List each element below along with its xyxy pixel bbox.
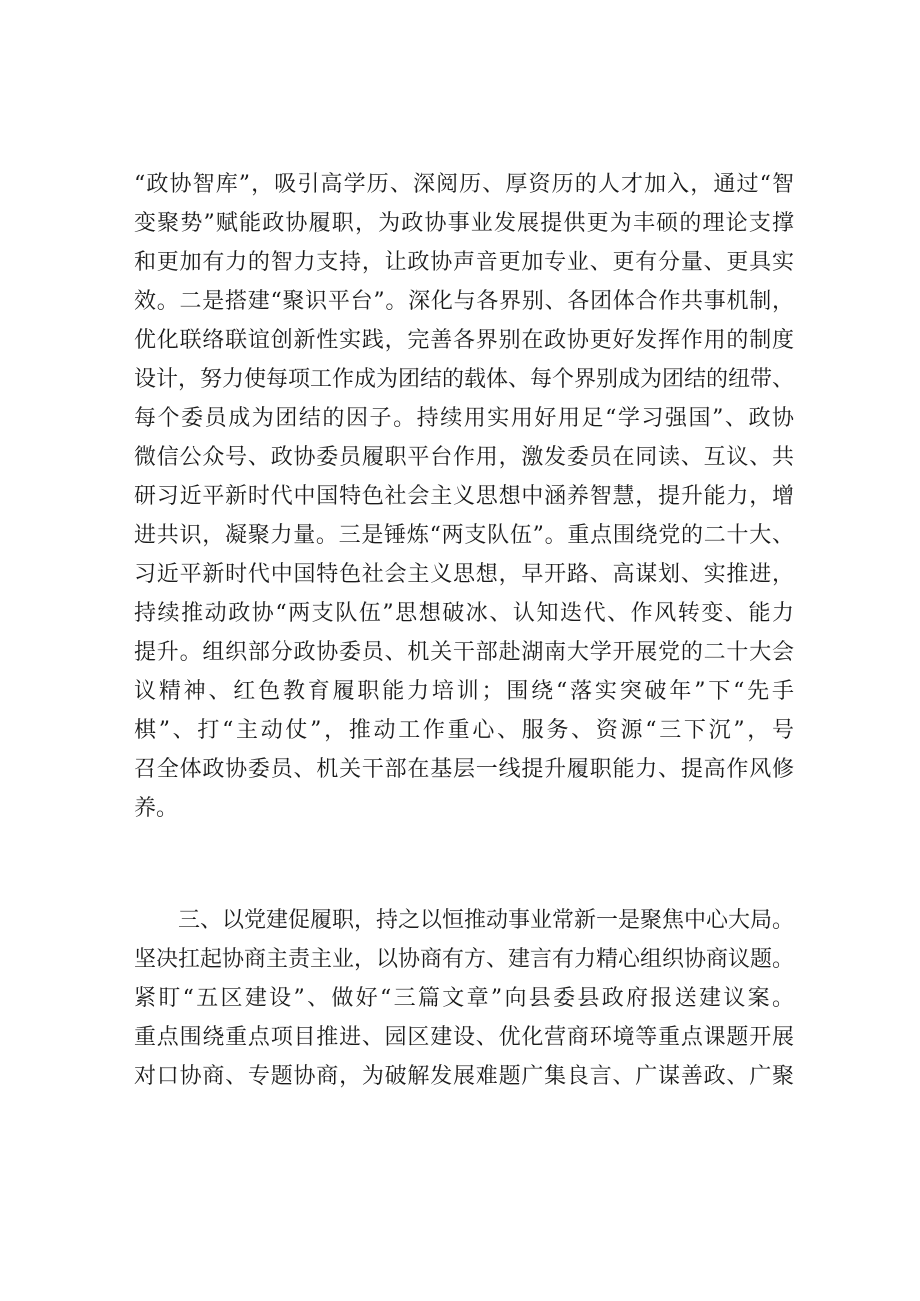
text-line: 三、以党建促履职，持之以恒推动事业常新一是聚焦中心大局。 [134, 908, 795, 933]
text-line: 持续推动政协“两支队伍”思想破冰、认知迭代、作风转变、能力 [134, 601, 794, 626]
text-line: 对口协商、专题协商，为破解发展难题广集良言、广谋善政、广聚 [134, 1064, 794, 1089]
text-line: 棋”、打“主动仗”，推动工作重心、服务、资源“三下沉”，号 [134, 718, 794, 743]
text-line: 进共识，凝聚力量。三是锤炼“两支队伍”。重点围绕党的二十大、 [134, 523, 794, 548]
paragraph-1 [134, 165, 794, 828]
text-line: 养。 [134, 796, 179, 821]
text-line: 重点围绕重点项目推进、园区建设、优化营商环境等重点课题开展 [134, 1025, 794, 1050]
text-line: 优化联络联谊创新性实践，完善各界别在政协更好发挥作用的制度 [134, 328, 794, 353]
paragraph-2 [134, 901, 794, 1096]
text-line: 坚决扛起协商主责主业，以协商有方、建言有力精心组织协商议题。 [134, 947, 795, 972]
text-line: 效。二是搭建“聚识平台”。深化与各界别、各团体合作共事机制， [134, 289, 794, 314]
text-line: “政协智库”，吸引高学历、深阅历、厚资历的人才加入，通过“智 [134, 172, 794, 197]
text-line: 每个委员成为团结的因子。持续用实用好用足“学习强国”、政协 [134, 406, 794, 431]
text-line: 提升。组织部分政协委员、机关干部赴湖南大学开展党的二十大会 [134, 640, 794, 665]
text-line: 紧盯“五区建设”、做好“三篇文章”向县委县政府报送建议案。 [134, 986, 794, 1011]
text-line: 习近平新时代中国特色社会主义思想，早开路、高谋划、实推进， [134, 562, 794, 587]
text-line: 议精神、红色教育履职能力培训；围绕“落实突破年”下“先手 [134, 679, 794, 704]
text-line: 变聚势”赋能政协履职，为政协事业发展提供更为丰硕的理论支撑 [134, 211, 794, 236]
text-line: 设计，努力使每项工作成为团结的载体、每个界别成为团结的纽带、 [134, 367, 795, 392]
text-line: 和更加有力的智力支持，让政协声音更加专业、更有分量、更具实 [134, 250, 794, 275]
text-line: 召全体政协委员、机关干部在基层一线提升履职能力、提高作风修 [134, 757, 794, 782]
text-line: 微信公众号、政协委员履职平台作用，激发委员在同读、互议、共 [134, 445, 794, 470]
text-line: 研习近平新时代中国特色社会主义思想中涵养智慧，提升能力，增 [134, 484, 794, 509]
